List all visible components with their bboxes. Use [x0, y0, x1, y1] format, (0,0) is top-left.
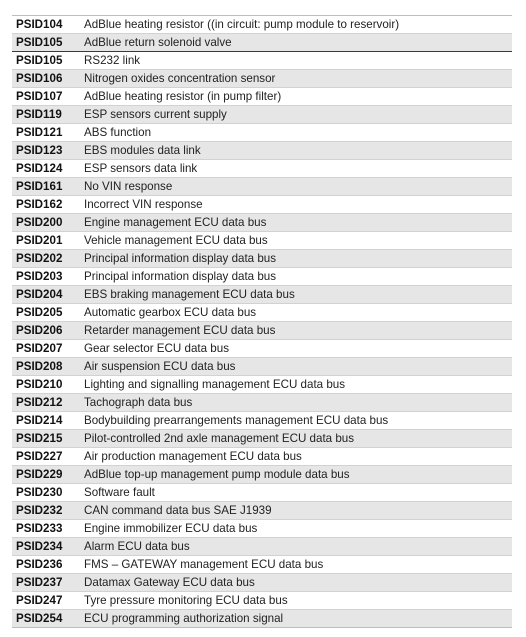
psid-code: PSID162	[12, 196, 78, 214]
table-row	[12, 538, 512, 556]
table-row	[12, 448, 512, 466]
psid-code: PSID105	[12, 34, 78, 52]
psid-code: PSID230	[12, 484, 78, 502]
psid-code: PSID207	[12, 340, 78, 358]
psid-description: AdBlue top-up management pump module data bus	[78, 466, 512, 484]
psid-description: Vehicle management ECU data bus	[78, 232, 512, 250]
table-row	[12, 340, 512, 358]
psid-description: Automatic gearbox ECU data bus	[78, 304, 512, 322]
psid-description: No VIN response	[78, 178, 512, 196]
psid-description: AdBlue heating resistor ((in circuit: pump module to reservoir)	[78, 16, 512, 34]
psid-description: Alarm ECU data bus	[78, 538, 512, 556]
table-row	[12, 412, 512, 430]
table-row	[12, 304, 512, 322]
table-row	[12, 376, 512, 394]
psid-code: PSID236	[12, 556, 78, 574]
psid-table	[12, 15, 512, 628]
psid-description: Principal information display data bus	[78, 250, 512, 268]
psid-description: Principal information display data bus	[78, 268, 512, 286]
table-row	[12, 430, 512, 448]
psid-description: Nitrogen oxides concentration sensor	[78, 70, 512, 88]
psid-table-body	[12, 16, 512, 628]
psid-description: Air production management ECU data bus	[78, 448, 512, 466]
psid-code: PSID208	[12, 358, 78, 376]
psid-code: PSID233	[12, 520, 78, 538]
psid-description: Datamax Gateway ECU data bus	[78, 574, 512, 592]
psid-description: AdBlue return solenoid valve	[78, 34, 512, 52]
psid-code: PSID124	[12, 160, 78, 178]
psid-description: Retarder management ECU data bus	[78, 322, 512, 340]
psid-description: ABS function	[78, 124, 512, 142]
psid-code: PSID237	[12, 574, 78, 592]
psid-code: PSID203	[12, 268, 78, 286]
psid-description: Incorrect VIN response	[78, 196, 512, 214]
psid-description: ECU programming authorization signal	[78, 610, 512, 628]
psid-code: PSID161	[12, 178, 78, 196]
psid-description: AdBlue heating resistor (in pump filter)	[78, 88, 512, 106]
psid-description: Air suspension ECU data bus	[78, 358, 512, 376]
psid-description: Bodybuilding prearrangements management ECU data bus	[78, 412, 512, 430]
psid-description: Software fault	[78, 484, 512, 502]
psid-description: RS232 link	[78, 52, 512, 70]
psid-description: Pilot-controlled 2nd axle management ECU data bus	[78, 430, 512, 448]
table-row	[12, 268, 512, 286]
table-row	[12, 52, 512, 70]
psid-code: PSID212	[12, 394, 78, 412]
table-row	[12, 250, 512, 268]
table-row	[12, 124, 512, 142]
psid-description: Lighting and signalling management ECU data bus	[78, 376, 512, 394]
table-row	[12, 574, 512, 592]
table-row	[12, 106, 512, 124]
psid-code: PSID105	[12, 52, 78, 70]
table-row	[12, 520, 512, 538]
table-row	[12, 232, 512, 250]
psid-description: ESP sensors current supply	[78, 106, 512, 124]
psid-code: PSID201	[12, 232, 78, 250]
table-row	[12, 592, 512, 610]
table-row	[12, 358, 512, 376]
psid-code: PSID123	[12, 142, 78, 160]
psid-code: PSID200	[12, 214, 78, 232]
table-row	[12, 322, 512, 340]
table-row	[12, 484, 512, 502]
psid-code: PSID202	[12, 250, 78, 268]
psid-description: ESP sensors data link	[78, 160, 512, 178]
psid-code: PSID121	[12, 124, 78, 142]
psid-code: PSID214	[12, 412, 78, 430]
psid-code: PSID119	[12, 106, 78, 124]
psid-code: PSID232	[12, 502, 78, 520]
psid-code: PSID107	[12, 88, 78, 106]
table-row	[12, 286, 512, 304]
psid-description: Engine management ECU data bus	[78, 214, 512, 232]
table-row	[12, 556, 512, 574]
psid-code: PSID204	[12, 286, 78, 304]
psid-description: Gear selector ECU data bus	[78, 340, 512, 358]
psid-description: Tyre pressure monitoring ECU data bus	[78, 592, 512, 610]
table-row	[12, 160, 512, 178]
table-row	[12, 142, 512, 160]
psid-code: PSID106	[12, 70, 78, 88]
psid-description: EBS braking management ECU data bus	[78, 286, 512, 304]
psid-code: PSID234	[12, 538, 78, 556]
table-row	[12, 178, 512, 196]
table-row	[12, 34, 512, 52]
psid-code: PSID229	[12, 466, 78, 484]
psid-code: PSID215	[12, 430, 78, 448]
table-row	[12, 610, 512, 628]
psid-code: PSID254	[12, 610, 78, 628]
psid-code: PSID205	[12, 304, 78, 322]
table-row	[12, 16, 512, 34]
table-row	[12, 196, 512, 214]
psid-code: PSID247	[12, 592, 78, 610]
psid-code: PSID206	[12, 322, 78, 340]
psid-description: EBS modules data link	[78, 142, 512, 160]
table-row	[12, 214, 512, 232]
table-row	[12, 466, 512, 484]
psid-description: Tachograph data bus	[78, 394, 512, 412]
table-row	[12, 88, 512, 106]
psid-description: CAN command data bus SAE J1939	[78, 502, 512, 520]
table-row	[12, 502, 512, 520]
psid-code: PSID227	[12, 448, 78, 466]
psid-description: Engine immobilizer ECU data bus	[78, 520, 512, 538]
table-row	[12, 394, 512, 412]
table-row	[12, 70, 512, 88]
psid-code: PSID210	[12, 376, 78, 394]
psid-description: FMS – GATEWAY management ECU data bus	[78, 556, 512, 574]
psid-code: PSID104	[12, 16, 78, 34]
